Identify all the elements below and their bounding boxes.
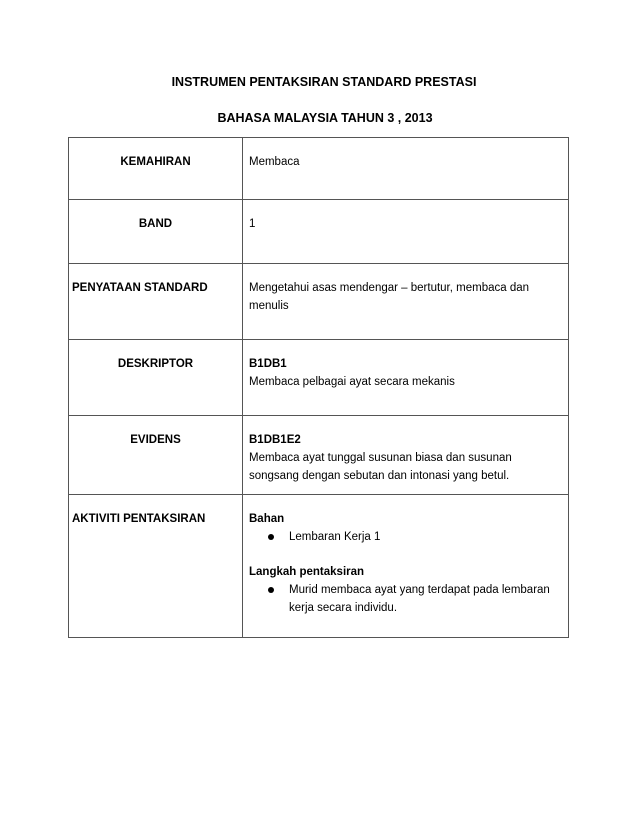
langkah-heading: Langkah pentaksiran [249, 566, 365, 578]
bahan-list [249, 528, 560, 546]
row-value: 1 [243, 200, 569, 264]
langkah-list [249, 581, 560, 617]
list-item-text: Lembaran Kerja 1 [289, 531, 381, 543]
row-value: Membaca [243, 138, 569, 200]
list-item [289, 581, 560, 617]
row-label: DESKRIPTOR [69, 340, 243, 416]
document-title: INSTRUMEN PENTAKSIRAN STANDARD PRESTASI [171, 75, 477, 89]
descriptor-text: Membaca pelbagai ayat secara mekanis [249, 376, 455, 388]
row-value-cell [243, 340, 569, 416]
row-value: Mengetahui asas mendengar – bertutur, membaca dan menulis [243, 264, 569, 340]
evidence-text: Membaca ayat tunggal susunan biasa dan susunan songsang dengan sebutan dan intonasi yang betul. [249, 452, 512, 482]
row-value-cell [243, 416, 569, 495]
table-row-evidens [69, 416, 569, 495]
bullet-icon [268, 534, 274, 540]
row-label: BAND [69, 200, 243, 264]
assessment-table [68, 137, 569, 638]
row-label: AKTIVITI PENTAKSIRAN [69, 495, 243, 638]
bullet-icon [268, 587, 274, 593]
row-value-cell [243, 495, 569, 638]
row-label: KEMAHIRAN [69, 138, 243, 200]
table-row-aktiviti-pentaksiran [69, 495, 569, 638]
table-row-kemahiran [69, 138, 569, 200]
table-row-deskriptor [69, 340, 569, 416]
list-item [289, 528, 560, 546]
list-item-text: Murid membaca ayat yang terdapat pada lembaran kerja secara individu. [289, 584, 550, 614]
table-row-penyataan-standard [69, 264, 569, 340]
descriptor-code: B1DB1 [249, 358, 287, 370]
document-subtitle: BAHASA MALAYSIA TAHUN 3 , 2013 [217, 111, 433, 125]
row-label: PENYATAAN STANDARD [69, 264, 243, 340]
row-label: EVIDENS [69, 416, 243, 495]
evidence-code: B1DB1E2 [249, 434, 301, 446]
bahan-heading: Bahan [249, 513, 285, 525]
table-row-band [69, 200, 569, 264]
